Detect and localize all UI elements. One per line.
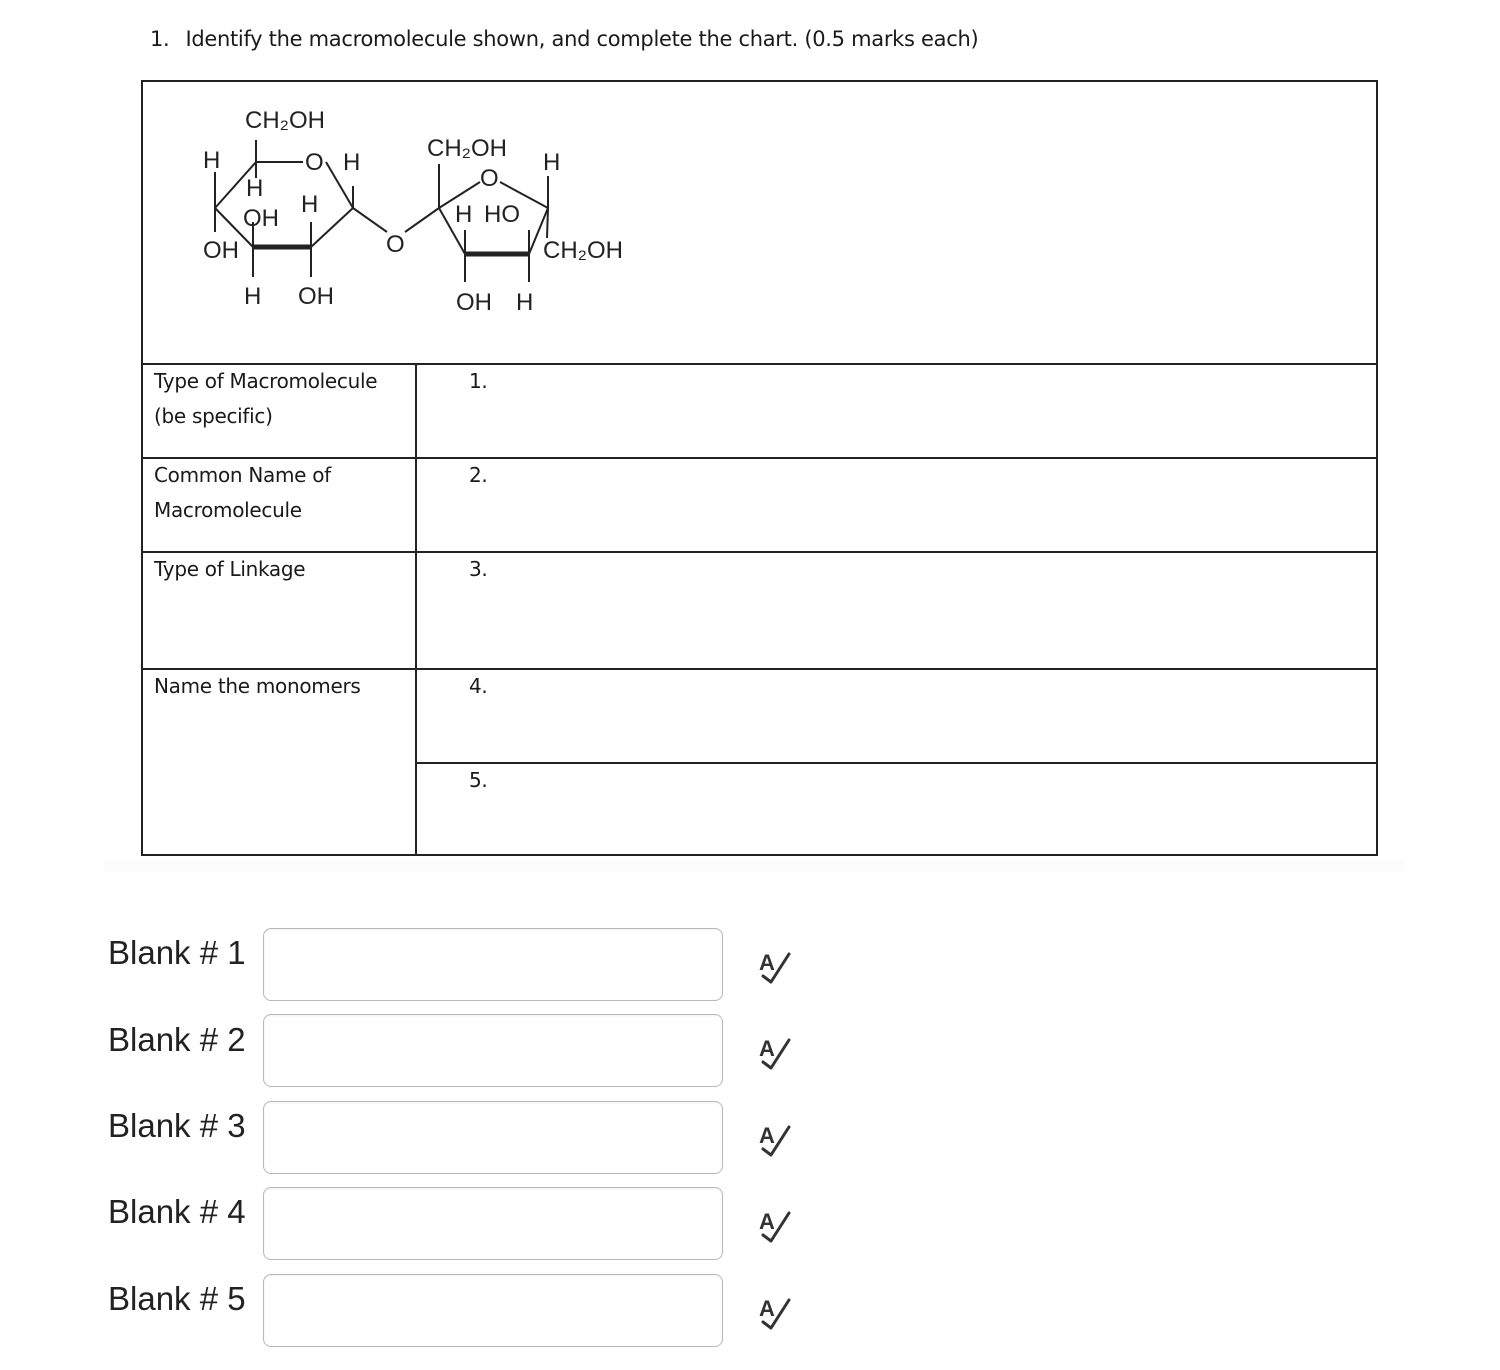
svg-text:A: A	[759, 1209, 775, 1234]
blank-input-4[interactable]	[263, 1187, 723, 1260]
right-oh-bottom: OH	[456, 289, 492, 316]
figure-shadow	[104, 860, 1404, 882]
left-h-bottom: H	[244, 283, 262, 310]
row-label-common-name: Common Name of Macromolecule	[154, 463, 331, 522]
spellcheck-icon[interactable]	[755, 1119, 795, 1159]
svg-text:A: A	[759, 1036, 775, 1061]
blank-input-3[interactable]	[263, 1101, 723, 1174]
blank-input-1[interactable]	[263, 928, 723, 1001]
blank-label-1: Blank # 1	[108, 934, 246, 971]
spellcheck-icon[interactable]	[755, 1032, 795, 1072]
answer-number-4: 4.	[469, 674, 488, 698]
right-ring-o: O	[480, 165, 499, 192]
left-oh-bottom: OH	[298, 283, 334, 310]
right-h-bottom: H	[516, 289, 534, 316]
row-label-monomers: Name the monomers	[154, 674, 361, 698]
right-ch2oh-right: CH₂OH	[543, 237, 623, 264]
left-h-top-right: H	[343, 149, 361, 176]
right-ch2oh-top: CH₂OH	[427, 135, 507, 162]
svg-text:A: A	[759, 950, 775, 975]
question-number: 1.	[150, 27, 170, 51]
svg-text:A: A	[759, 1296, 775, 1321]
svg-text:A: A	[759, 1123, 775, 1148]
left-h-inner: H	[246, 175, 264, 202]
spellcheck-icon[interactable]	[755, 1205, 795, 1245]
right-h-inner: H	[455, 201, 473, 228]
row-label-type: Type of Macromolecule (be specific)	[154, 369, 378, 428]
blank-input-5[interactable]	[263, 1274, 723, 1347]
left-h-top-left: H	[203, 147, 221, 174]
sucrose-structure-diagram	[143, 82, 1376, 364]
question-text	[150, 27, 978, 51]
answer-number-1: 1.	[469, 369, 488, 393]
spellcheck-icon[interactable]	[755, 1292, 795, 1332]
blank-label-5: Blank # 5	[108, 1280, 246, 1317]
blank-label-3: Blank # 3	[108, 1107, 246, 1144]
answer-number-3: 3.	[469, 557, 488, 581]
column-divider	[415, 363, 417, 854]
row-label-linkage: Type of Linkage	[154, 557, 306, 581]
blank-label-2: Blank # 2	[108, 1021, 246, 1058]
answer-number-2: 2.	[469, 463, 488, 487]
left-oh-left: OH	[203, 237, 239, 264]
spellcheck-icon[interactable]	[755, 946, 795, 986]
glycosidic-o: O	[386, 231, 405, 258]
left-oh-inner: OH	[243, 205, 279, 232]
blank-label-4: Blank # 4	[108, 1193, 246, 1230]
right-h-top-right: H	[543, 149, 561, 176]
answer-chart	[141, 80, 1378, 856]
left-ring-o: O	[305, 149, 324, 176]
row-divider	[415, 762, 1376, 764]
left-ch2oh-label: CH₂OH	[245, 107, 325, 134]
left-h-mid: H	[301, 191, 319, 218]
right-ho-inner: HO	[484, 201, 520, 228]
answer-number-5: 5.	[469, 768, 488, 792]
blank-input-2[interactable]	[263, 1014, 723, 1087]
question-prompt: Identify the macromolecule shown, and complete the chart. (0.5 marks each)	[185, 27, 979, 51]
